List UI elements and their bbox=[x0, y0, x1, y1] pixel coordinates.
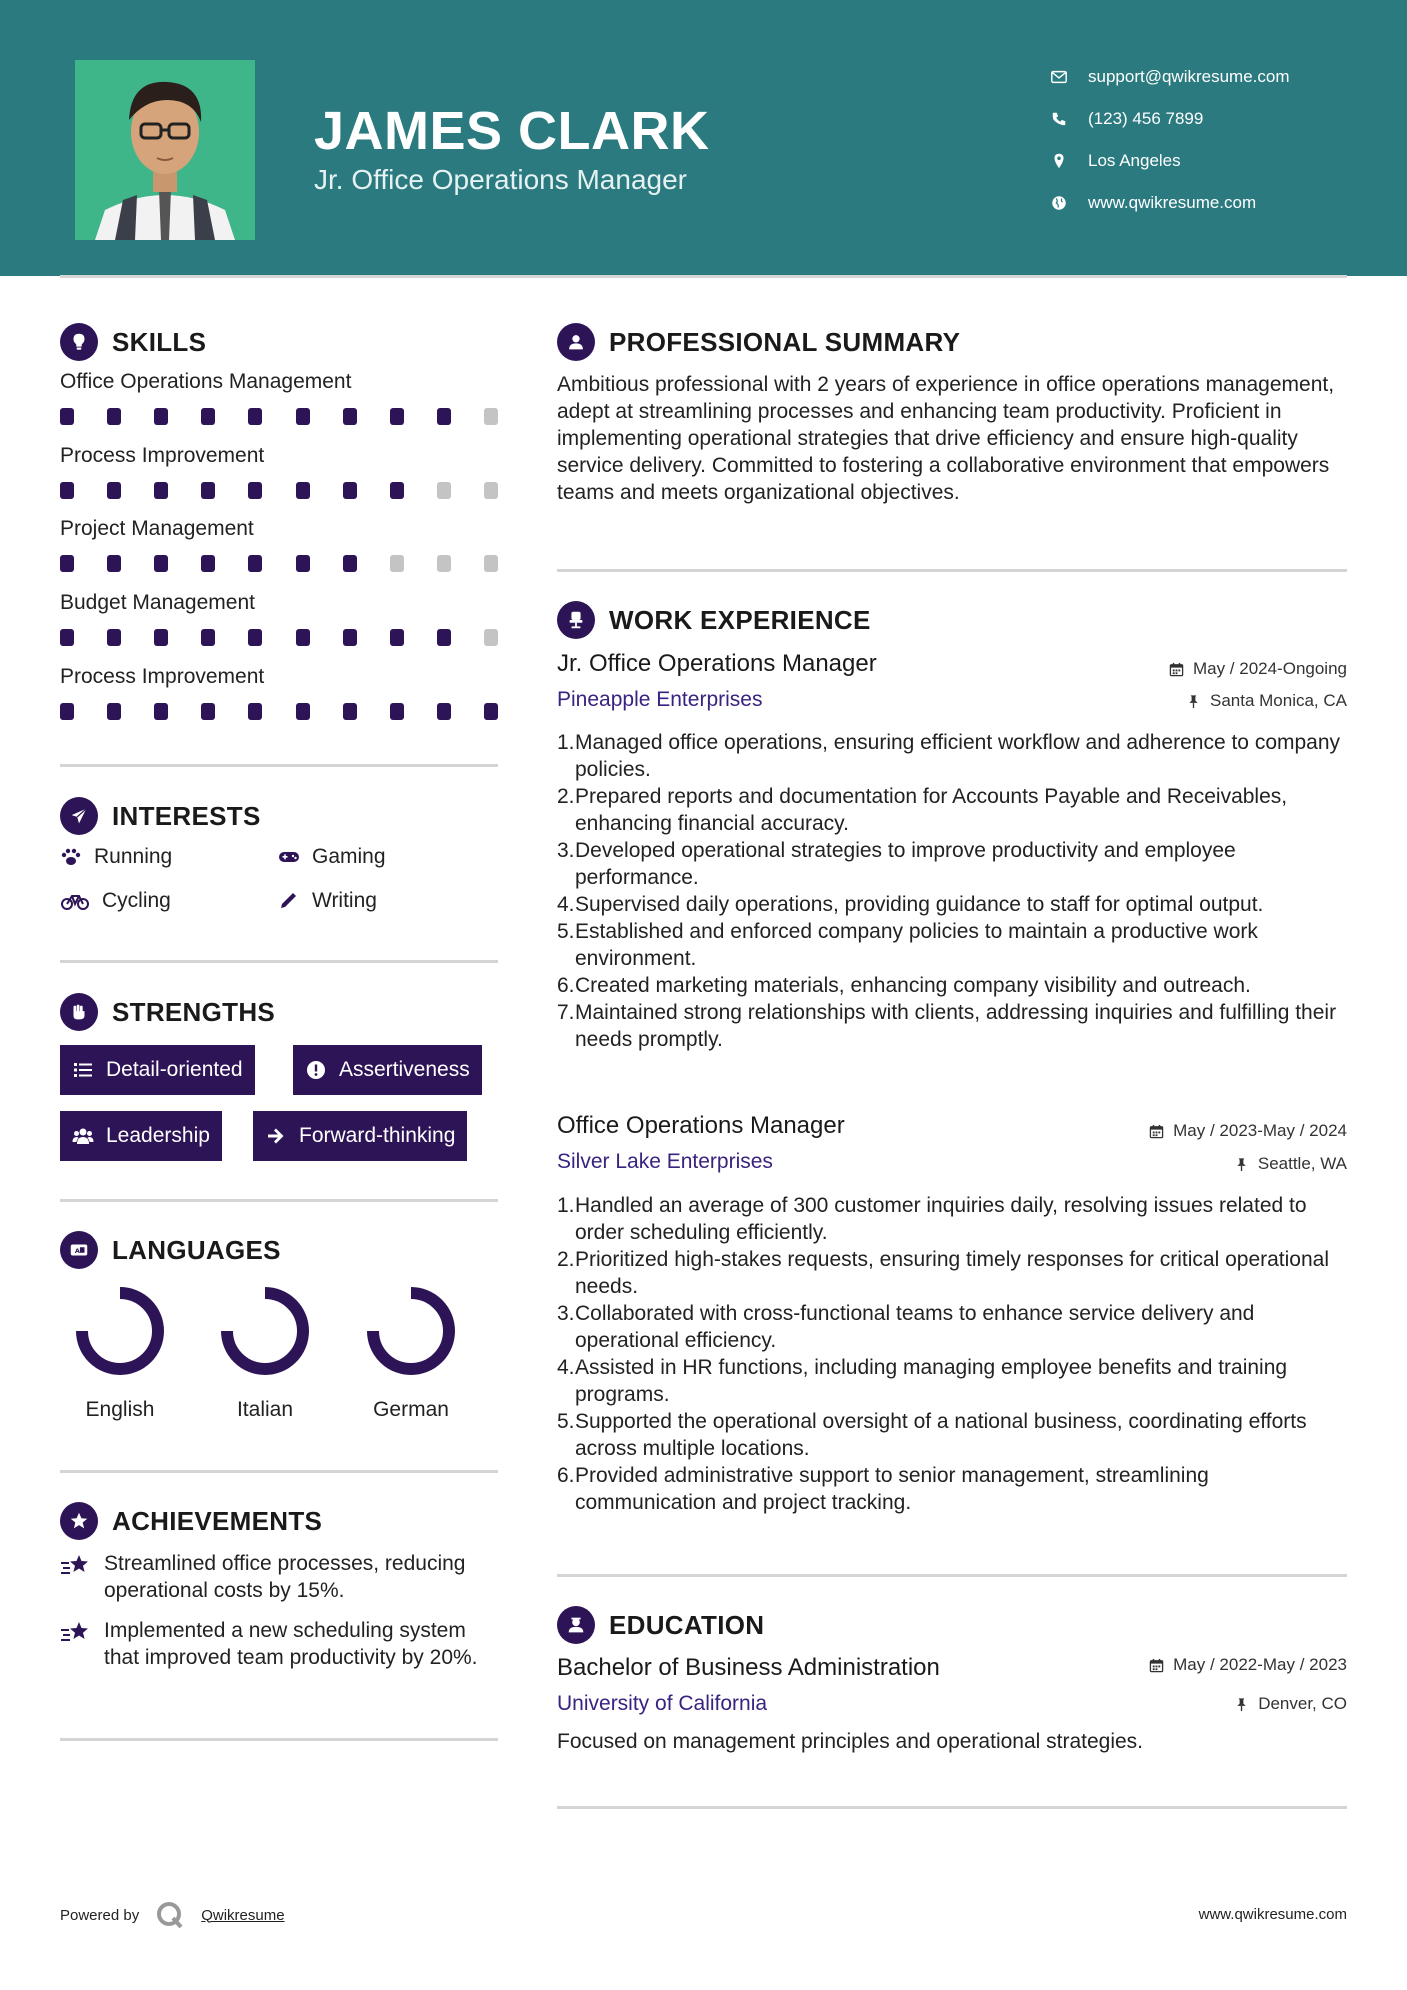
rating-dot-filled bbox=[390, 629, 404, 646]
contact-location bbox=[1050, 140, 1290, 182]
responsibility-number: 4. bbox=[557, 893, 575, 916]
skills-title: SKILLS bbox=[112, 326, 207, 357]
contact-email[interactable] bbox=[1050, 56, 1290, 98]
interest-cycling bbox=[60, 889, 171, 913]
education-heading bbox=[557, 1606, 764, 1644]
language-name: German bbox=[373, 1398, 449, 1421]
contact-email-text: support@qwikresume.com bbox=[1088, 67, 1290, 86]
rating-dot-filled bbox=[60, 408, 74, 425]
responsibility-number: 4. bbox=[557, 1356, 575, 1379]
responsibility-text: Provided administrative support to senior management, streamlining communication and project tracking. bbox=[575, 1464, 1209, 1514]
rating-dot-filled bbox=[343, 408, 357, 425]
rating-dot-filled bbox=[343, 482, 357, 499]
skill-rating bbox=[60, 629, 498, 646]
section-divider bbox=[60, 764, 498, 767]
responsibility-item bbox=[557, 837, 1347, 891]
arrow-right-icon bbox=[265, 1125, 287, 1147]
rating-dot-filled bbox=[248, 703, 262, 720]
education-dates bbox=[1149, 1655, 1347, 1675]
rating-dot-empty bbox=[484, 555, 498, 572]
education-dates-text: May / 2022-May / 2023 bbox=[1173, 1655, 1347, 1674]
rating-dot-filled bbox=[154, 482, 168, 499]
rating-dot-filled bbox=[201, 555, 215, 572]
rating-dot-filled bbox=[107, 482, 121, 499]
language-name: Italian bbox=[236, 1398, 294, 1421]
section-divider bbox=[60, 1470, 498, 1473]
responsibility-number: 2. bbox=[557, 785, 575, 808]
experience-heading bbox=[557, 601, 871, 639]
responsibility-number: 6. bbox=[557, 1464, 575, 1487]
phone-icon bbox=[1050, 110, 1068, 128]
qwikresume-logo-icon bbox=[155, 1900, 185, 1930]
rating-dot-empty bbox=[437, 482, 451, 499]
pushpin-icon bbox=[1234, 1697, 1249, 1712]
contact-website[interactable] bbox=[1050, 182, 1290, 224]
interest-label: Gaming bbox=[312, 845, 386, 868]
responsibility-item bbox=[557, 972, 1347, 999]
responsibility-text: Supported the operational oversight of a national business, coordinating efforts across multiple locations. bbox=[575, 1410, 1307, 1460]
strength-badge bbox=[293, 1045, 482, 1095]
job-dates bbox=[1169, 659, 1347, 679]
responsibility-item bbox=[557, 1246, 1347, 1300]
achievement-item bbox=[60, 1550, 490, 1604]
rating-dot-filled bbox=[201, 408, 215, 425]
responsibility-number: 5. bbox=[557, 1410, 575, 1433]
interest-label: Writing bbox=[312, 889, 377, 912]
responsibility-number: 3. bbox=[557, 839, 575, 862]
list-icon bbox=[72, 1059, 94, 1081]
rating-dot-filled bbox=[107, 703, 121, 720]
rating-dot-filled bbox=[60, 703, 74, 720]
rating-dot-filled bbox=[390, 408, 404, 425]
strength-label: Detail-oriented bbox=[106, 1058, 243, 1081]
skill-item bbox=[60, 370, 500, 425]
interest-writing bbox=[278, 889, 377, 913]
responsibility-item bbox=[557, 1462, 1347, 1516]
achievements-heading bbox=[60, 1502, 322, 1540]
profile-photo bbox=[75, 60, 255, 240]
job-company: Pineapple Enterprises bbox=[557, 688, 763, 711]
fist-icon bbox=[60, 993, 98, 1031]
job-location bbox=[1234, 1154, 1347, 1174]
responsibility-text: Maintained strong relationships with clients, addressing inquiries and fulfilling their needs promptly. bbox=[575, 1001, 1337, 1051]
rating-dot-filled bbox=[107, 555, 121, 572]
language-item bbox=[356, 1283, 466, 1422]
shooting-star-icon bbox=[60, 1552, 92, 1580]
summary-title: PROFESSIONAL SUMMARY bbox=[609, 326, 961, 357]
rating-dot-filled bbox=[343, 555, 357, 572]
education-location-text: Denver, CO bbox=[1258, 1694, 1347, 1713]
responsibility-text: Collaborated with cross-functional teams to enhance service delivery and operational efficiency. bbox=[575, 1302, 1255, 1352]
exclamation-circle-icon bbox=[305, 1059, 327, 1081]
map-pin-icon bbox=[1050, 152, 1068, 170]
responsibility-item bbox=[557, 729, 1347, 783]
responsibility-item bbox=[557, 1354, 1347, 1408]
job-responsibilities bbox=[557, 729, 1347, 1053]
strengths-heading bbox=[60, 993, 275, 1031]
rating-dot-filled bbox=[343, 629, 357, 646]
language-item bbox=[210, 1283, 320, 1422]
gamepad-icon bbox=[278, 847, 300, 867]
rating-dot-filled bbox=[154, 703, 168, 720]
responsibility-item bbox=[557, 999, 1347, 1053]
envelope-icon bbox=[1050, 68, 1068, 86]
section-divider bbox=[557, 569, 1347, 572]
interests-title: INTERESTS bbox=[112, 800, 261, 831]
bicycle-icon bbox=[60, 891, 90, 911]
degree-name: Bachelor of Business Administration bbox=[557, 1654, 940, 1681]
responsibility-text: Handled an average of 300 customer inquiries daily, resolving issues related to order scheduling efficiently. bbox=[575, 1194, 1307, 1244]
candidate-name: JAMES CLARK bbox=[314, 101, 710, 161]
skill-name: Project Management bbox=[60, 517, 254, 540]
users-icon bbox=[72, 1125, 94, 1147]
section-divider bbox=[557, 1806, 1347, 1809]
job-title: Office Operations Manager bbox=[557, 1112, 845, 1139]
rating-dot-filled bbox=[296, 629, 310, 646]
strength-label: Forward-thinking bbox=[299, 1124, 456, 1147]
responsibility-item bbox=[557, 783, 1347, 837]
rating-dot-empty bbox=[484, 482, 498, 499]
graduate-icon bbox=[557, 1606, 595, 1644]
shooting-star-icon bbox=[60, 1619, 92, 1647]
rating-dot-filled bbox=[296, 408, 310, 425]
lightbulb-icon bbox=[60, 323, 98, 361]
calendar-icon bbox=[1149, 1124, 1164, 1139]
job-dates bbox=[1149, 1121, 1347, 1141]
strength-badge bbox=[253, 1111, 467, 1161]
rating-dot-filled bbox=[296, 555, 310, 572]
pushpin-icon bbox=[1234, 1157, 1249, 1172]
rating-dot-filled bbox=[296, 703, 310, 720]
rating-dot-filled bbox=[248, 555, 262, 572]
strength-label: Leadership bbox=[106, 1124, 210, 1147]
language-icon bbox=[60, 1231, 98, 1269]
svg-text:A: A bbox=[74, 1246, 80, 1255]
rating-dot-filled bbox=[154, 555, 168, 572]
responsibility-item bbox=[557, 891, 1347, 918]
language-proficiency-arc bbox=[227, 1293, 303, 1369]
strength-label: Assertiveness bbox=[339, 1058, 470, 1081]
rating-dot-filled bbox=[437, 408, 451, 425]
strength-badge bbox=[60, 1111, 222, 1161]
rating-dot-filled bbox=[154, 408, 168, 425]
rating-dot-filled bbox=[390, 482, 404, 499]
languages-title: LANGUAGES bbox=[112, 1234, 281, 1265]
section-divider bbox=[60, 1199, 498, 1202]
summary-text: Ambitious professional with 2 years of experience in office operations management, adept at streamlining processes and enhancing team productivity. Proficient in implementing operational strategies that drive efficiency and ensure high-quality service delivery. Committed to fostering a collaborative environment that empowers teams and meets organizational objectives. bbox=[557, 373, 1335, 504]
globe-icon bbox=[1050, 194, 1068, 212]
skill-rating bbox=[60, 408, 498, 425]
rating-dot-filled bbox=[248, 482, 262, 499]
paper-plane-icon bbox=[60, 797, 98, 835]
responsibility-text: Assisted in HR functions, including managing employee benefits and training programs. bbox=[575, 1356, 1288, 1406]
resume-header bbox=[0, 0, 1407, 276]
education-location bbox=[1234, 1694, 1347, 1714]
calendar-icon bbox=[1149, 1658, 1164, 1673]
job-title: Jr. Office Operations Manager bbox=[557, 650, 877, 677]
skill-item bbox=[60, 591, 500, 646]
footer-website[interactable]: www.qwikresume.com bbox=[1198, 1906, 1347, 1923]
responsibility-item bbox=[557, 1408, 1347, 1462]
paw-icon bbox=[60, 847, 82, 867]
interest-label: Running bbox=[94, 845, 173, 868]
rating-dot-filled bbox=[437, 703, 451, 720]
job-company: Silver Lake Enterprises bbox=[557, 1150, 773, 1173]
rating-dot-filled bbox=[201, 703, 215, 720]
contact-phone[interactable] bbox=[1050, 98, 1290, 140]
job-location-text: Santa Monica, CA bbox=[1209, 691, 1347, 710]
responsibility-item bbox=[557, 918, 1347, 972]
rating-dot-filled bbox=[437, 629, 451, 646]
responsibility-text: Developed operational strategies to improve productivity and employee performance. bbox=[575, 839, 1236, 889]
experience-title: WORK EXPERIENCE bbox=[609, 604, 871, 635]
contact-list bbox=[1050, 56, 1290, 224]
languages-heading bbox=[60, 1231, 281, 1269]
rating-dot-filled bbox=[60, 482, 74, 499]
skill-item bbox=[60, 665, 500, 720]
responsibility-text: Established and enforced company policies to maintain a productive work environment. bbox=[575, 920, 1258, 970]
responsibility-number: 7. bbox=[557, 1001, 575, 1024]
responsibility-text: Prepared reports and documentation for Accounts Payable and Receivables, enhancing financial accuracy. bbox=[575, 785, 1288, 835]
rating-dot-filled bbox=[484, 703, 498, 720]
contact-phone-text: (123) 456 7899 bbox=[1088, 109, 1204, 128]
skill-name: Budget Management bbox=[60, 591, 255, 614]
strengths-title: STRENGTHS bbox=[112, 996, 276, 1027]
office-chair-icon bbox=[557, 601, 595, 639]
skill-item bbox=[60, 444, 500, 499]
star-badge-icon bbox=[60, 1502, 98, 1540]
language-ring bbox=[72, 1283, 168, 1379]
summary-heading bbox=[557, 323, 960, 361]
responsibility-text: Created marketing materials, enhancing company visibility and outreach. bbox=[575, 974, 1251, 997]
calendar-icon bbox=[1169, 662, 1184, 677]
responsibility-text: Supervised daily operations, providing guidance to staff for optimal output. bbox=[575, 893, 1264, 916]
achievement-item bbox=[60, 1617, 490, 1671]
responsibility-number: 1. bbox=[557, 731, 575, 754]
education-description: Focused on management principles and operational strategies. bbox=[557, 1730, 1144, 1753]
job-dates-text: May / 2023-May / 2024 bbox=[1173, 1121, 1347, 1140]
rating-dot-filled bbox=[60, 555, 74, 572]
job-dates-text: May / 2024-Ongoing bbox=[1192, 659, 1347, 678]
responsibility-number: 1. bbox=[557, 1194, 575, 1217]
job-location bbox=[1186, 691, 1347, 711]
rating-dot-filled bbox=[201, 482, 215, 499]
skill-name: Process Improvement bbox=[60, 444, 265, 467]
responsibility-number: 5. bbox=[557, 920, 575, 943]
skills-heading bbox=[60, 323, 206, 361]
responsibility-number: 3. bbox=[557, 1302, 575, 1325]
responsibility-item bbox=[557, 1300, 1347, 1354]
interest-running bbox=[60, 845, 172, 869]
skill-name: Office Operations Management bbox=[60, 370, 352, 393]
contact-website-text: www.qwikresume.com bbox=[1088, 193, 1257, 212]
rating-dot-filled bbox=[343, 703, 357, 720]
user-icon bbox=[557, 323, 595, 361]
brand-link[interactable]: Qwikresume bbox=[201, 1906, 285, 1924]
rating-dot-filled bbox=[248, 629, 262, 646]
footer-powered-by bbox=[60, 1900, 285, 1930]
responsibility-item bbox=[557, 1192, 1347, 1246]
rating-dot-empty bbox=[484, 629, 498, 646]
skill-rating bbox=[60, 555, 498, 572]
rating-dot-empty bbox=[390, 555, 404, 572]
powered-by-label: Powered by bbox=[60, 1906, 140, 1924]
language-name: English bbox=[85, 1398, 155, 1421]
interest-label: Cycling bbox=[102, 889, 171, 912]
rating-dot-filled bbox=[201, 629, 215, 646]
rating-dot-empty bbox=[437, 555, 451, 572]
section-divider bbox=[60, 1738, 498, 1741]
rating-dot-filled bbox=[390, 703, 404, 720]
rating-dot-filled bbox=[154, 629, 168, 646]
header-divider bbox=[60, 275, 1347, 278]
responsibility-number: 6. bbox=[557, 974, 575, 997]
skill-name: Process Improvement bbox=[60, 665, 265, 688]
language-proficiency-arc bbox=[373, 1293, 449, 1369]
responsibility-number: 2. bbox=[557, 1248, 575, 1271]
responsibility-text: Prioritized high-stakes requests, ensuring timely responses for critical operational needs. bbox=[575, 1248, 1330, 1298]
pushpin-icon bbox=[1186, 694, 1201, 709]
school-name: University of California bbox=[557, 1692, 768, 1715]
language-item bbox=[65, 1283, 175, 1422]
rating-dot-filled bbox=[107, 629, 121, 646]
contact-location-text: Los Angeles bbox=[1088, 151, 1181, 170]
job-responsibilities bbox=[557, 1192, 1347, 1516]
achievement-text: Implemented a new scheduling system that improved team productivity by 20%. bbox=[104, 1619, 478, 1669]
education-title: EDUCATION bbox=[609, 1609, 765, 1640]
interest-gaming bbox=[278, 845, 386, 869]
job-location-text: Seattle, WA bbox=[1257, 1154, 1347, 1173]
achievement-text: Streamlined office processes, reducing operational costs by 15%. bbox=[104, 1552, 466, 1602]
skill-item bbox=[60, 517, 500, 572]
skill-rating bbox=[60, 703, 498, 720]
pencil-icon bbox=[278, 891, 300, 911]
skill-rating bbox=[60, 482, 498, 499]
rating-dot-empty bbox=[484, 408, 498, 425]
language-ring bbox=[363, 1283, 459, 1379]
section-divider bbox=[60, 960, 498, 963]
responsibility-text: Managed office operations, ensuring efficient workflow and adherence to company policies. bbox=[575, 731, 1341, 781]
rating-dot-filled bbox=[296, 482, 310, 499]
interests-heading bbox=[60, 797, 261, 835]
candidate-title: Jr. Office Operations Manager bbox=[314, 164, 687, 195]
language-proficiency-arc bbox=[82, 1293, 158, 1369]
section-divider bbox=[557, 1574, 1347, 1577]
strength-badge bbox=[60, 1045, 255, 1095]
rating-dot-filled bbox=[60, 629, 74, 646]
rating-dot-filled bbox=[248, 408, 262, 425]
rating-dot-filled bbox=[107, 408, 121, 425]
achievements-title: ACHIEVEMENTS bbox=[112, 1505, 323, 1536]
language-ring bbox=[217, 1283, 313, 1379]
